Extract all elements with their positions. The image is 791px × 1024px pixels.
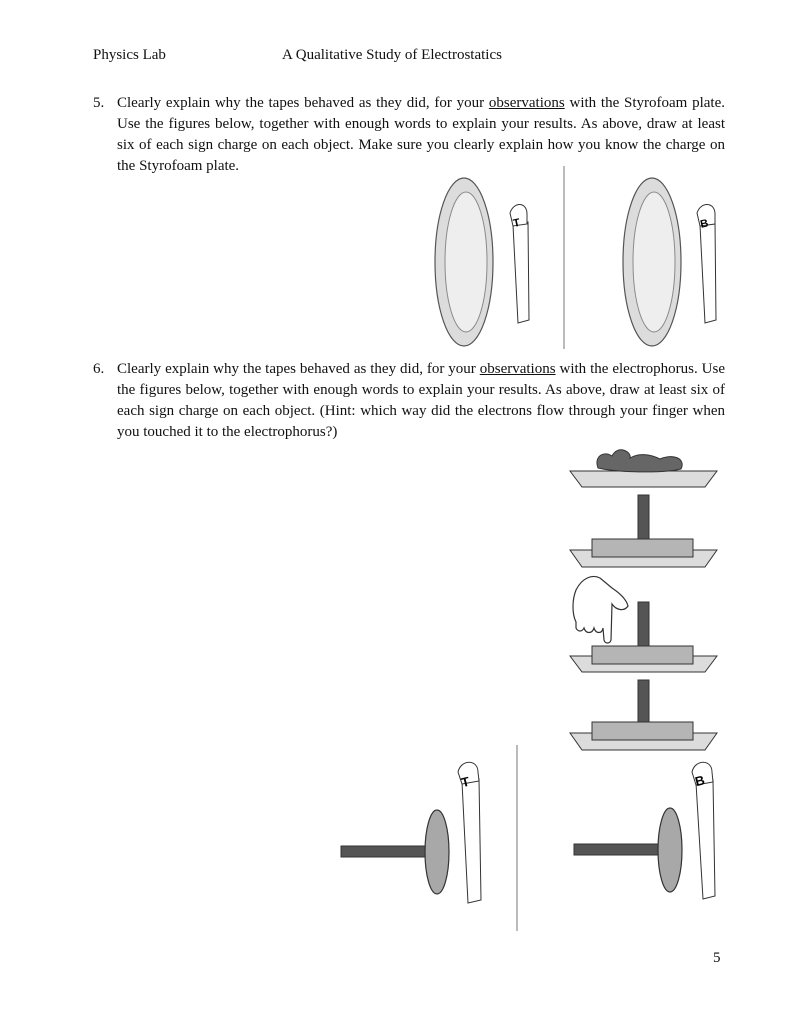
insulating-handle — [638, 680, 649, 724]
tape-label-b: B — [699, 217, 710, 231]
tape-strip — [700, 222, 716, 323]
metal-disk — [592, 722, 693, 740]
insulating-handle — [341, 846, 438, 857]
electrophorus-step-grounded — [570, 577, 717, 673]
tape-strip — [462, 779, 481, 903]
page-number: 5 — [713, 950, 721, 966]
question-number: 6. — [93, 361, 105, 377]
tape-label-b: B — [693, 772, 707, 790]
styrofoam-figure-bottom-tape — [623, 178, 716, 346]
insulating-handle — [638, 495, 649, 539]
observations-underline: observations — [479, 361, 556, 377]
insulating-handle — [638, 602, 649, 646]
question-number: 5. — [93, 95, 105, 111]
electrophorus-disk — [658, 808, 682, 892]
electrophorus-step-placed — [570, 495, 717, 567]
electrophorus-disk — [425, 810, 449, 894]
observations-underline: observations — [488, 95, 565, 111]
styrofoam-plate-inner — [633, 192, 675, 332]
question-text: Clearly explain why the tapes behaved as they did, for your observations with the electrophorus. Use the figures below, together with enough words to explain your results. As above, draw at least six of each sign charge on each object. (Hint: which way did the electrons flow through your finger when you touched it to the electrophorus?) — [117, 361, 725, 440]
electrophorus-figure-bottom-tape — [574, 762, 715, 899]
tape-strip — [696, 780, 715, 899]
metal-disk — [592, 539, 693, 557]
electrophorus-figure-top-tape — [341, 762, 481, 903]
finger-hand-icon — [573, 577, 628, 644]
header-title: A Qualitative Study of Electrostatics — [282, 47, 502, 63]
rubbing-cloth — [597, 450, 682, 472]
header-course: Physics Lab — [93, 47, 166, 63]
tape-label-t: T — [459, 773, 472, 791]
styrofoam-plate-inner — [445, 192, 487, 332]
electrophorus-step-charged — [570, 680, 717, 750]
electrophorus-step-charging — [570, 450, 717, 487]
insulating-handle — [574, 844, 671, 855]
question-text: Clearly explain why the tapes behaved as they did, for your observations with the Styrofoam plate. Use the figures below, together with enough words to explain your results. As above, draw at least six of each sign charge on each object. Make sure you clearly explain how you know the charge on the Styrofoam plate. — [117, 95, 725, 174]
styrofoam-tray — [570, 471, 717, 487]
tape-label-t: T — [512, 216, 522, 230]
metal-disk — [592, 646, 693, 664]
tape-strip — [513, 222, 529, 323]
styrofoam-figure-top-tape — [435, 178, 529, 346]
